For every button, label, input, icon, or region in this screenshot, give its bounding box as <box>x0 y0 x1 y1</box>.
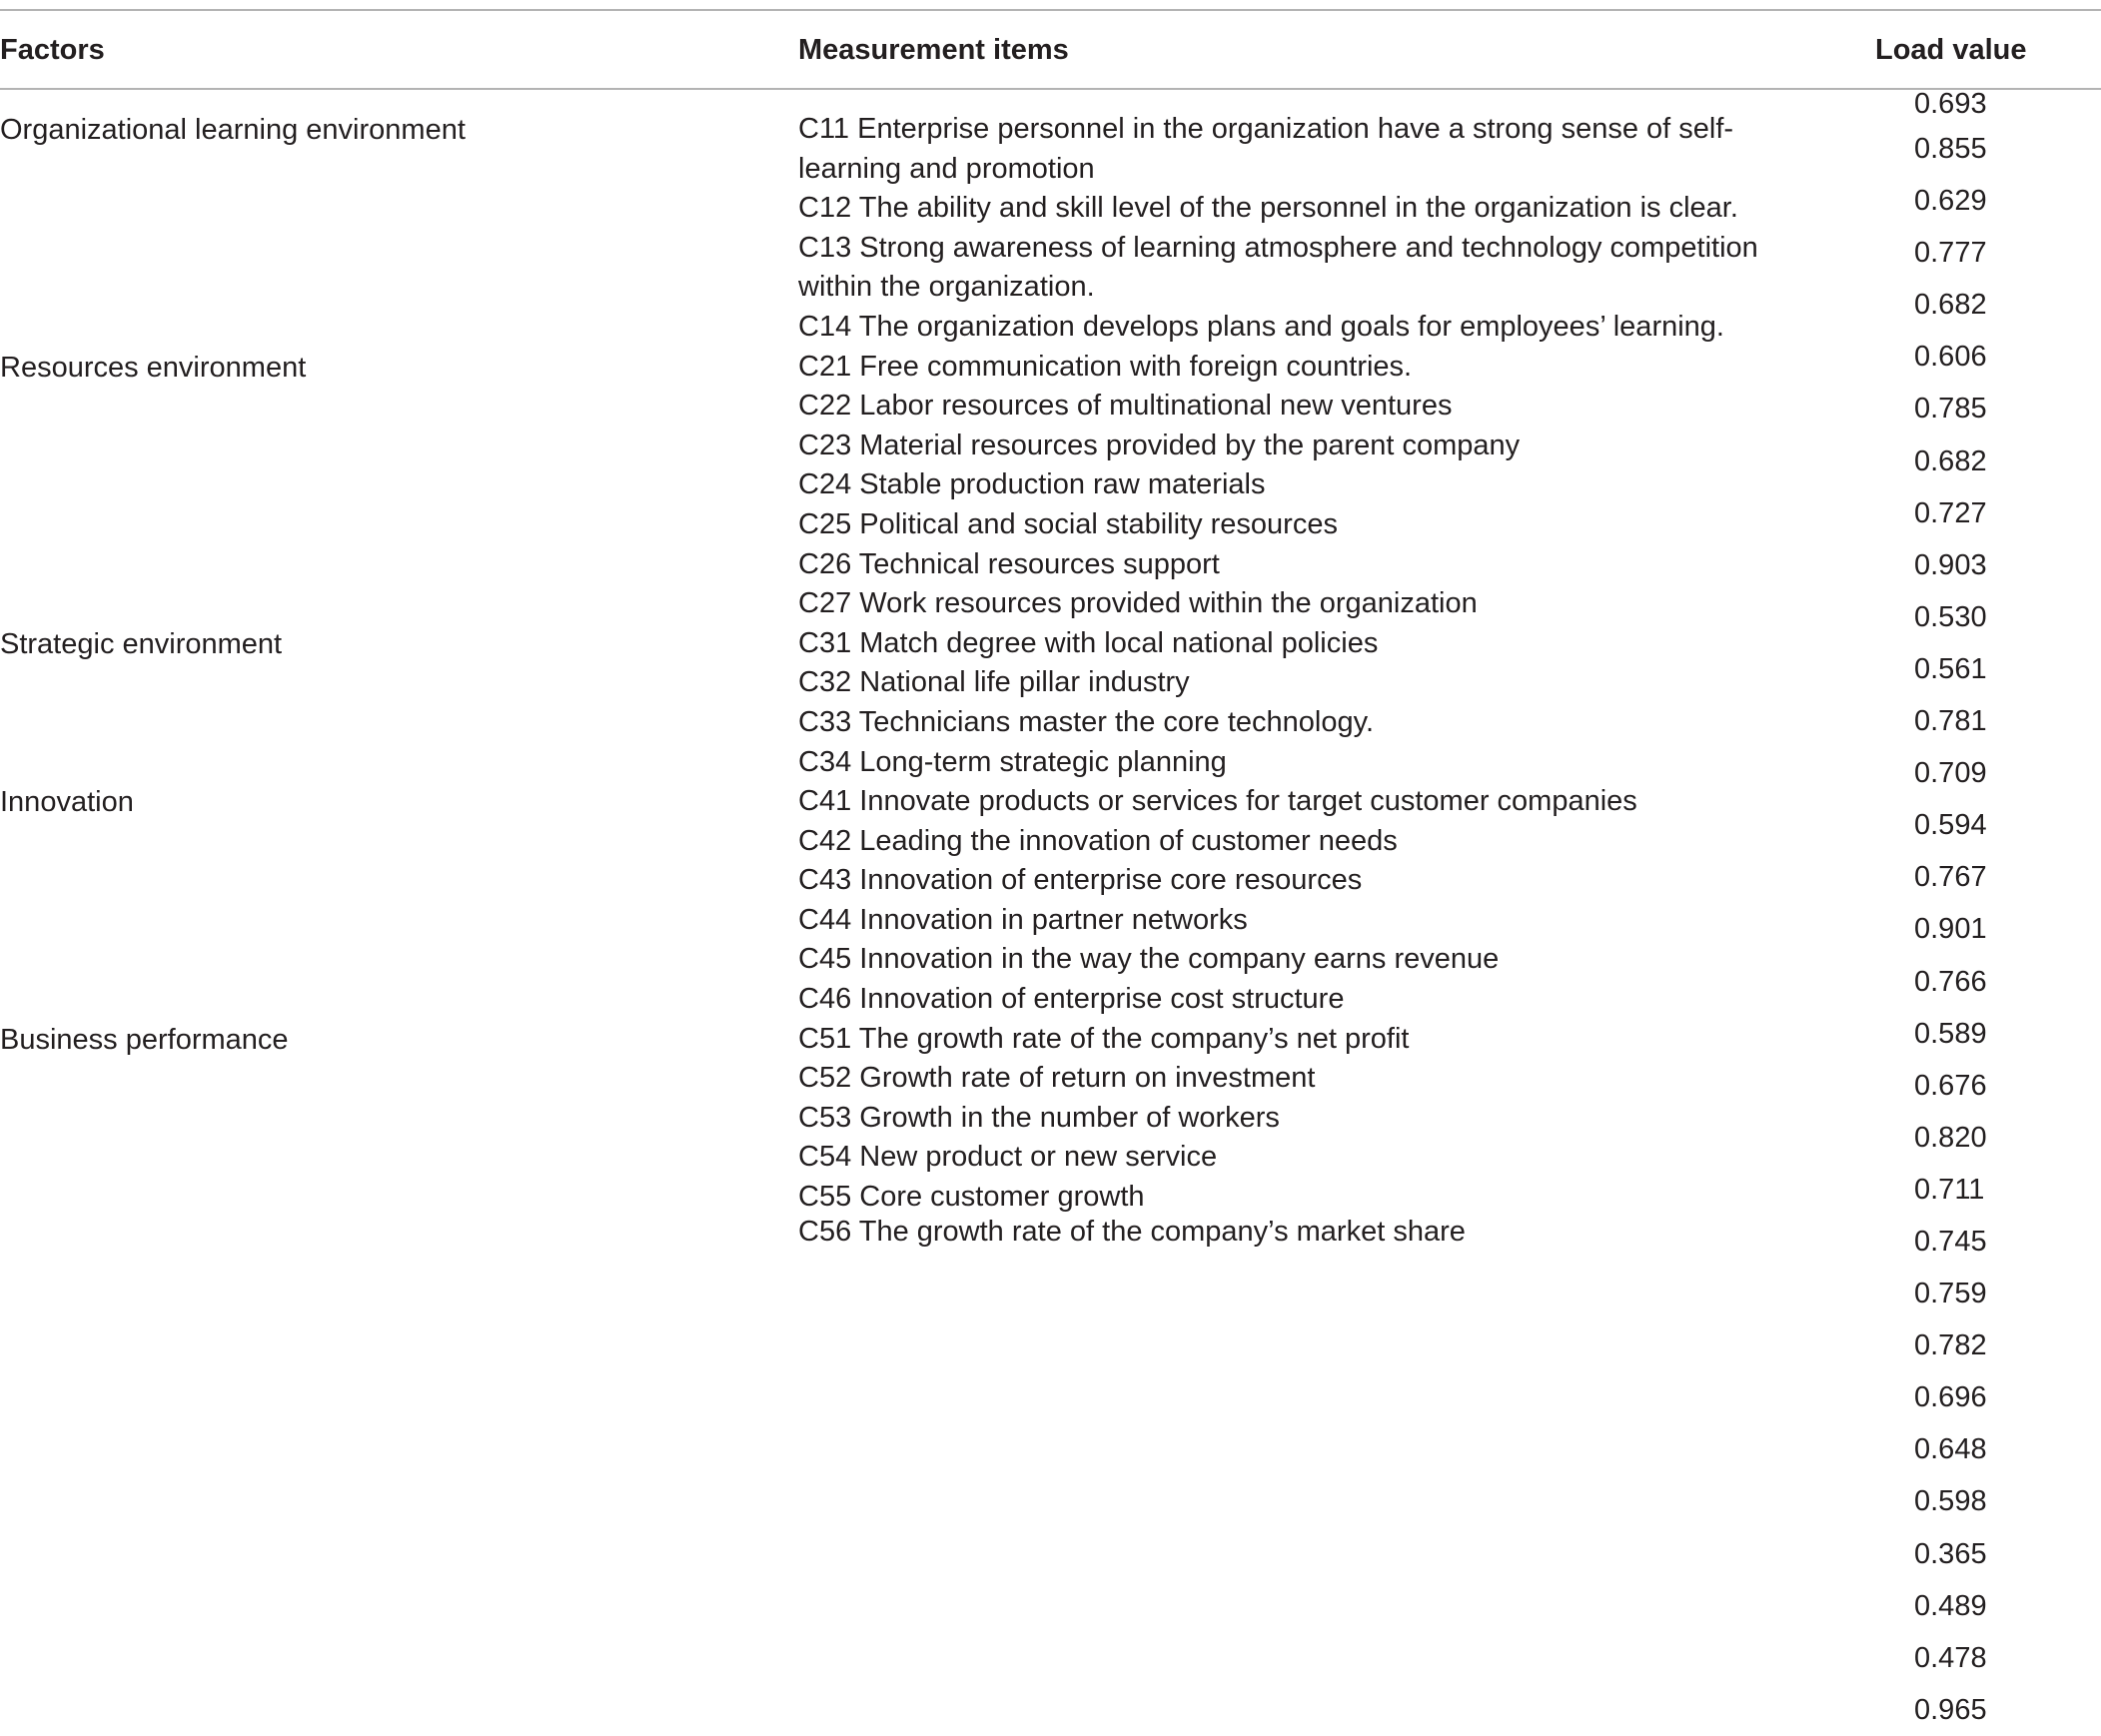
load-value-cell: 0.820 <box>1914 1121 1987 1154</box>
load-value-cell: 0.727 <box>1914 496 1987 529</box>
load-value-cell: 0.766 <box>1914 965 1987 998</box>
load-value-cell: 0.598 <box>1914 1485 1987 1518</box>
measurement-item: C43 Innovation of enterprise core resources <box>798 864 1363 897</box>
load-value-cell: 0.903 <box>1914 548 1987 581</box>
load-value-cell: 0.782 <box>1914 1329 1987 1362</box>
load-value-cell: 0.676 <box>1914 1069 1987 1102</box>
load-value-cell: 0.901 <box>1914 913 1987 946</box>
load-value-cell: 0.711 <box>1914 1173 1985 1206</box>
load-value-cell: 0.696 <box>1914 1381 1987 1414</box>
load-value-cell: 0.759 <box>1914 1278 1987 1310</box>
measurement-item: C42 Leading the innovation of customer needs <box>798 824 1398 857</box>
factor-cell: Innovation <box>0 786 134 818</box>
table-top-rule <box>0 9 2101 11</box>
load-value-cell: 0.965 <box>1914 1693 1987 1726</box>
load-value-cell: 0.606 <box>1914 341 1987 374</box>
measurement-item: C44 Innovation in partner networks <box>798 903 1248 936</box>
load-value-cell: 0.648 <box>1914 1433 1987 1466</box>
measurement-item: C12 The ability and skill level of the personnel in the organization is clear. <box>798 192 1738 225</box>
load-value-cell: 0.478 <box>1914 1641 1987 1674</box>
measurement-item: C54 New product or new service <box>798 1141 1218 1174</box>
load-value-column <box>1914 85 1987 1736</box>
load-value-cell: 0.693 <box>1914 88 1987 120</box>
measurement-item: C21 Free communication with foreign countries. <box>798 350 1413 383</box>
load-value-cell: 0.365 <box>1914 1537 1987 1570</box>
measurement-item: C13 Strong awareness of learning atmosphere and technology competition within the organization. <box>798 231 1758 304</box>
measurement-item: C27 Work resources provided within the organization <box>798 587 1478 620</box>
load-value-cell: 0.785 <box>1914 393 1987 426</box>
load-value-cell: 0.594 <box>1914 809 1987 842</box>
measurement-item: C33 Technicians master the core technology. <box>798 705 1375 738</box>
load-value-cell: 0.682 <box>1914 444 1987 477</box>
header-measurement-items: Measurement items <box>798 34 1069 66</box>
measurement-item: C45 Innovation in the way the company earns revenue <box>798 943 1500 976</box>
load-value-cell: 0.561 <box>1914 652 1987 685</box>
measurement-item: C31 Match degree with local national policies <box>798 626 1379 659</box>
measurement-items-column <box>798 110 1797 1247</box>
measurement-item: C25 Political and social stability resources <box>798 507 1338 540</box>
measurement-item: C53 Growth in the number of workers <box>798 1101 1280 1134</box>
measurement-item: C34 Long-term strategic planning <box>798 745 1227 778</box>
header-factors: Factors <box>0 34 105 66</box>
factor-cell: Business performance <box>0 1024 289 1056</box>
load-value-cell: 0.589 <box>1914 1017 1987 1050</box>
load-value-cell: 0.745 <box>1914 1225 1987 1258</box>
header-load-value: Load value <box>1875 34 2027 66</box>
measurement-item: C51 The growth rate of the company’s net profit <box>798 1022 1410 1055</box>
factor-cell: Strategic environment <box>0 628 283 660</box>
measurement-item: C14 The organization develops plans and goals for employees’ learning. <box>798 310 1724 343</box>
header-rule <box>0 88 2101 90</box>
measurement-item: C41 Innovate products or services for target customer companies <box>798 785 1637 818</box>
load-value-cell: 0.682 <box>1914 289 1987 322</box>
measurement-item: C23 Material resources provided by the parent company <box>798 429 1521 461</box>
load-value-cell: 0.777 <box>1914 237 1987 270</box>
measurement-item: C56 The growth rate of the company’s market share <box>798 1215 1466 1248</box>
load-value-cell: 0.767 <box>1914 861 1987 894</box>
load-value-cell: 0.855 <box>1914 133 1987 165</box>
factor-cell: Organizational learning environment <box>0 114 466 146</box>
measurement-item: C52 Growth rate of return on investment <box>798 1062 1316 1095</box>
load-value-cell: 0.489 <box>1914 1589 1987 1622</box>
measurement-item: C46 Innovation of enterprise cost structure <box>798 983 1345 1016</box>
measurement-item: C24 Stable production raw materials <box>798 468 1266 501</box>
factor-cell: Resources environment <box>0 352 307 384</box>
load-value-cell: 0.530 <box>1914 600 1987 633</box>
load-value-cell: 0.709 <box>1914 757 1987 790</box>
measurement-item: C32 National life pillar industry <box>798 666 1190 699</box>
load-value-cell: 0.781 <box>1914 705 1987 738</box>
load-value-cell: 0.629 <box>1914 185 1987 218</box>
measurement-item: C22 Labor resources of multinational new ventures <box>798 390 1453 423</box>
measurement-item: C55 Core customer growth <box>798 1181 1145 1214</box>
measurement-item: C26 Technical resources support <box>798 547 1220 580</box>
measurement-item: C11 Enterprise personnel in the organization have a strong sense of self-learning and promotion <box>798 113 1734 185</box>
